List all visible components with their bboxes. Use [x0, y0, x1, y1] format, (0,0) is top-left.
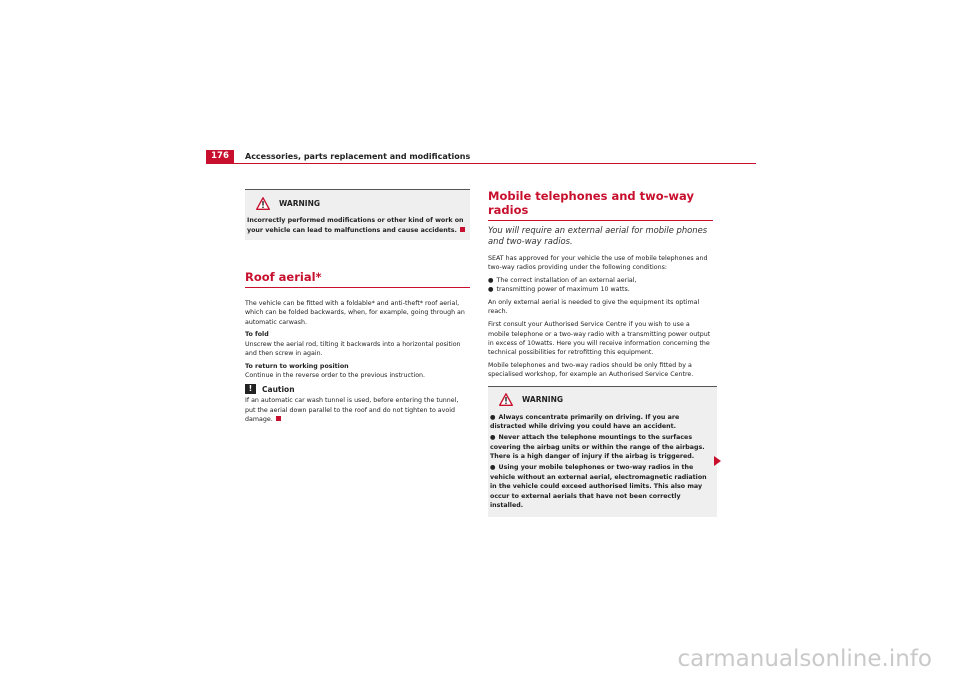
external-aerial-text: An only external aerial is needed to give the equipment its optimal reach. [488, 299, 700, 316]
end-marker [276, 416, 281, 421]
page-number: 176 [206, 150, 234, 163]
fold-heading: To fold [245, 331, 269, 339]
left-column [245, 189, 470, 428]
bullet-icon: ● [488, 277, 494, 285]
condition-item: ● transmitting power of maximum 10 watts. [488, 286, 630, 294]
warning-title: WARNING [522, 395, 564, 405]
approval-text: SEAT has approved for your vehicle the use of mobile telephones and two-way radios providing under the following conditions: [488, 255, 708, 272]
watermark: carmanualsonline.info [677, 646, 932, 672]
service-centre-text: First consult your Authorised Service Centre if you wish to use a mobile telephone or a two-way radio with a transmitting power output in excess of 10watts. Here you will receive information concerning the technical possibilities for retrofitting this equipment. [488, 321, 711, 357]
bullet-icon: ● [490, 464, 496, 472]
return-text: Continue in the reverse order to the previous instruction. [245, 372, 426, 380]
specialised-workshop-text: Mobile telephones and two-way radios should be only fitted by a specialised workshop, for example an Authorised Service Centre. [488, 361, 694, 379]
bullet-icon: ● [490, 434, 496, 442]
warning-text: Incorrectly performed modifications or other kind of work on your vehicle can lead to malfunctions and cause accidents. [247, 217, 464, 234]
bullet-icon: ● [490, 413, 496, 421]
warning-item: ● Always concentrate primarily on driving. If you are distracted while driving you could have an accident. [490, 413, 680, 431]
warning-header [490, 390, 712, 410]
caution-icon: ! [245, 384, 256, 394]
section-title-mobile-telephones: Mobile telephones and two-way radios [488, 189, 713, 221]
running-header: Accessories, parts replacement and modifications [245, 152, 471, 161]
header-rule [206, 163, 756, 164]
roof-aerial-intro: The vehicle can be fitted with a foldable* and anti-theft* roof aerial, which can be folded backwards, when, for example, going through an automatic carwash. [245, 300, 465, 326]
continue-arrow-icon [714, 456, 721, 466]
end-marker [460, 227, 465, 232]
right-column [488, 189, 713, 547]
warning-list [490, 413, 712, 511]
warning-item: ● Using your mobile telephones or two-way radios in the vehicle without an external aerial, electromagnetic radiation in the vehicle could exceed authorised limits. This also may occur to external aerials that have not been correctly installed. [490, 464, 707, 510]
condition-item: ● The correct installation of an external aerial, [488, 277, 637, 285]
warning-title: WARNING [279, 198, 321, 208]
caution-header [245, 384, 470, 394]
fold-text: Unscrew the aerial rod, tilting it backwards into a horizontal position and then screw in again. [245, 340, 461, 357]
caution-text: If an automatic car wash tunnel is used, before entering the tunnel, put the aerial down parallel to the roof and do not tighten to avoid damage. [245, 397, 459, 423]
section-subtitle: You will require an external aerial for mobile phones and two-way radios. [488, 225, 708, 246]
warning-triangle-icon [256, 197, 270, 210]
caution-title: Caution [262, 385, 295, 395]
warning-item: ● Never attach the telephone mountings to the surfaces covering the airbag units or within the range of the airbags. There is a high danger of injury if the airbag is triggered. [490, 434, 705, 461]
warning-box-mobile [488, 386, 717, 518]
warning-box [245, 189, 470, 240]
warning-header [247, 193, 465, 213]
section-title-roof-aerial: Roof aerial* [245, 270, 470, 288]
bullet-icon: ● [488, 286, 494, 294]
warning-triangle-icon [499, 393, 513, 406]
return-heading: To return to working position [245, 362, 349, 370]
